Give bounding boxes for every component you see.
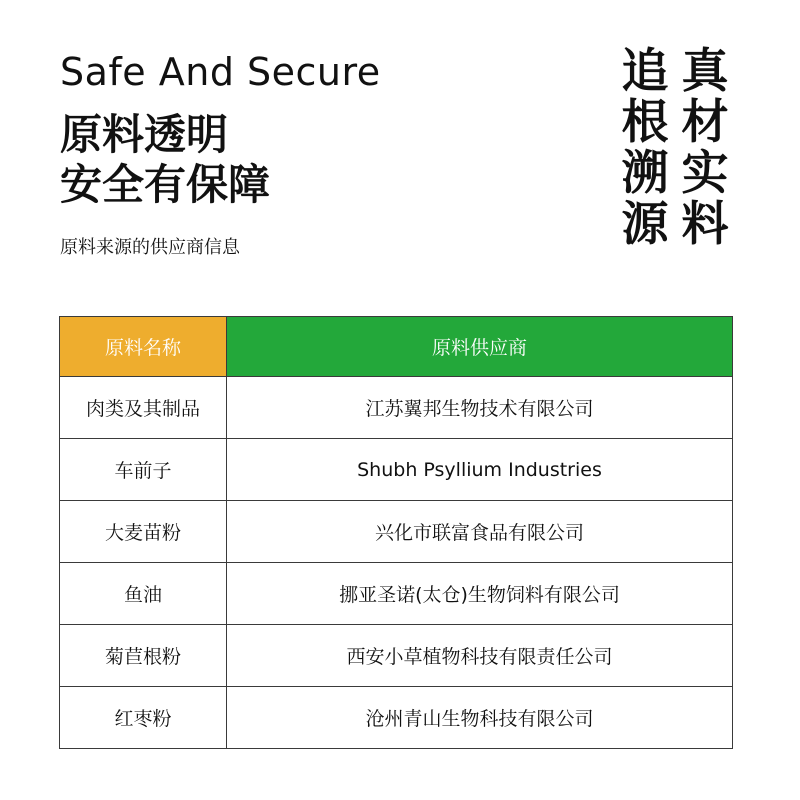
headline xyxy=(60,110,270,210)
headline-line-2: 安全有保障 xyxy=(60,160,271,209)
material-cell: 肉类及其制品 xyxy=(60,377,227,439)
header-supplier: 原料供应商 xyxy=(227,317,733,377)
vertical-title-char: 溯 xyxy=(621,146,669,201)
table-row xyxy=(60,501,733,563)
supplier-cell: 西安小草植物科技有限责任公司 xyxy=(227,625,733,687)
supplier-cell: 兴化市联富食品有限公司 xyxy=(227,501,733,563)
vertical-title-char: 根 xyxy=(621,95,669,150)
vertical-title-char: 真 xyxy=(681,44,729,99)
material-cell: 大麦苗粉 xyxy=(60,501,227,563)
material-cell: 菊苣根粉 xyxy=(60,625,227,687)
material-cell: 红枣粉 xyxy=(60,687,227,749)
vertical-title-char: 料 xyxy=(681,197,729,252)
vertical-title xyxy=(615,46,735,250)
vertical-title-char: 源 xyxy=(621,197,669,252)
headline-line-1: 原料透明 xyxy=(60,110,229,159)
material-cell: 鱼油 xyxy=(60,563,227,625)
subtitle-en: Safe And Secure xyxy=(60,50,381,94)
table-header-row xyxy=(60,317,733,377)
supplier-cell: 挪亚圣诺(太仓)生物饲料有限公司 xyxy=(227,563,733,625)
table-row xyxy=(60,563,733,625)
vertical-title-char: 实 xyxy=(681,146,729,201)
supplier-caption: 原料来源的供应商信息 xyxy=(60,237,240,258)
supplier-cell: 沧州青山生物科技有限公司 xyxy=(227,687,733,749)
vertical-title-char: 追 xyxy=(621,44,669,99)
supplier-table xyxy=(59,316,733,749)
table-row xyxy=(60,625,733,687)
header-material: 原料名称 xyxy=(60,317,227,377)
table-row xyxy=(60,439,733,501)
vertical-title-char: 材 xyxy=(681,95,729,150)
supplier-cell: Shubh Psyllium Industries xyxy=(227,439,733,501)
table-row xyxy=(60,687,733,749)
material-cell: 车前子 xyxy=(60,439,227,501)
table-row xyxy=(60,377,733,439)
supplier-cell: 江苏翼邦生物技术有限公司 xyxy=(227,377,733,439)
